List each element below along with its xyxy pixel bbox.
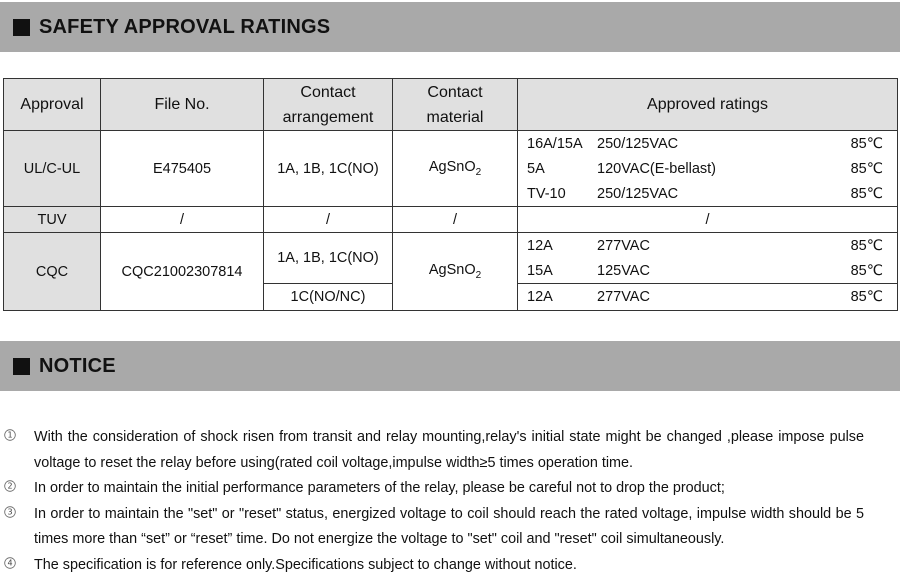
- rating-current: 16A/15A: [527, 135, 583, 152]
- rating-line: [518, 156, 897, 181]
- header-file-no: File No.: [101, 79, 264, 131]
- notice-title: NOTICE: [39, 354, 116, 377]
- cell-ratings-tuv: /: [518, 207, 898, 233]
- cell-material-ul: [393, 131, 518, 207]
- safety-approval-header-bar: [0, 2, 900, 52]
- cell-file-no-cqc: CQC21002307814: [101, 233, 264, 311]
- material-text: AgSnO: [428, 262, 476, 279]
- rating-current: 15A: [527, 262, 553, 279]
- rating-line: [518, 258, 897, 283]
- cell-file-no-ul: E475405: [101, 131, 264, 207]
- circled-number-2-icon: [0, 476, 34, 495]
- notice-text: The specification is for reference only.Specifications subject to change without notice.: [34, 556, 577, 573]
- table-row-cqc: [4, 233, 898, 284]
- header-approved-ratings: Approved ratings: [518, 79, 898, 131]
- cell-arrangement-ul: 1A, 1B, 1C(NO): [264, 131, 393, 207]
- cell-approval-ul: UL/C-UL: [4, 131, 101, 207]
- notice-item: [0, 502, 900, 553]
- cell-arrangement-cqc-1: 1A, 1B, 1C(NO): [264, 233, 393, 284]
- rating-current: 5A: [527, 160, 545, 177]
- safety-approval-table: [3, 78, 898, 311]
- header-approval: Approval: [4, 79, 101, 131]
- rating-temperature: 85℃: [850, 160, 883, 177]
- rating-temperature: 85℃: [850, 135, 883, 152]
- notice-text: In order to maintain the "set" or "reset" status, energized voltage to coil should reach the rated voltage, impulse width should be 5 times more than “set” or “reset” time. Do not energize the voltage to "set" coil and "reset" coil simultaneously.: [34, 505, 864, 548]
- square-bullet-icon: [13, 19, 30, 36]
- svg-text:3: 3: [7, 507, 13, 517]
- header-contact-arrangement-line2: arrangement: [282, 108, 374, 126]
- table-row-tuv: [4, 207, 898, 233]
- cell-ratings-cqc-1: [518, 233, 898, 284]
- rating-voltage: 250/125VAC: [597, 135, 679, 152]
- header-contact-arrangement: [264, 79, 393, 131]
- cell-arrangement-cqc-2: 1C(NO/NC): [264, 284, 393, 311]
- rating-voltage: 125VAC: [597, 262, 650, 279]
- cell-ratings-ul: [518, 131, 898, 207]
- header-contact-arrangement-line1: Contact: [300, 83, 356, 101]
- rating-temperature: 85℃: [850, 237, 883, 254]
- notice-item: [0, 425, 900, 476]
- table-row-ul: [4, 131, 898, 207]
- rating-line: [518, 181, 897, 206]
- circled-number-4-icon: [0, 553, 34, 572]
- rating-line: [518, 285, 897, 310]
- rating-voltage: 277VAC: [597, 237, 650, 254]
- material-text: AgSnO: [428, 159, 476, 176]
- cell-arrangement-tuv: /: [264, 207, 393, 233]
- notice-list: [0, 425, 900, 579]
- cell-material-tuv: /: [393, 207, 518, 233]
- rating-voltage: 250/125VAC: [597, 185, 679, 202]
- rating-temperature: 85℃: [850, 289, 883, 305]
- rating-temperature: 85℃: [850, 262, 883, 279]
- rating-voltage: 120VAC(E-bellast): [597, 160, 717, 177]
- svg-text:1: 1: [7, 430, 13, 440]
- header-contact-material-line2: material: [426, 108, 484, 126]
- rating-line: [518, 233, 897, 258]
- notice-text: With the consideration of shock risen from transit and relay mounting,relay's initial state might be changed ,please impose pulse voltage to reset the relay before using(rated coil voltage,impulse width≥5 times operation time.: [34, 429, 864, 471]
- svg-text:4: 4: [7, 558, 13, 568]
- notice-item: [0, 476, 900, 502]
- rating-current: TV-10: [527, 185, 566, 202]
- cell-material-cqc: [393, 233, 518, 311]
- cell-ratings-cqc-2: [518, 284, 898, 311]
- header-contact-material-line1: Contact: [427, 83, 483, 101]
- rating-current: 12A: [527, 237, 553, 254]
- cell-approval-tuv: TUV: [4, 207, 101, 233]
- safety-approval-title: SAFETY APPROVAL RATINGS: [39, 15, 331, 38]
- table-header-row: [4, 79, 898, 131]
- square-bullet-icon: [13, 358, 30, 375]
- rating-temperature: 85℃: [850, 185, 883, 202]
- cell-approval-cqc: CQC: [4, 233, 101, 311]
- circled-number-1-icon: [0, 425, 34, 444]
- cell-file-no-tuv: /: [101, 207, 264, 233]
- rating-line: [518, 131, 897, 156]
- rating-voltage: 277VAC: [597, 289, 650, 305]
- circled-number-3-icon: [0, 502, 34, 521]
- svg-text:2: 2: [7, 481, 13, 491]
- notice-text: In order to maintain the initial performance parameters of the relay, please be careful not to drop the product;: [34, 480, 725, 497]
- header-contact-material: [393, 79, 518, 131]
- material-subscript: 2: [475, 166, 482, 178]
- rating-current: 12A: [527, 289, 553, 305]
- material-subscript: 2: [475, 269, 482, 281]
- notice-header-bar: [0, 341, 900, 391]
